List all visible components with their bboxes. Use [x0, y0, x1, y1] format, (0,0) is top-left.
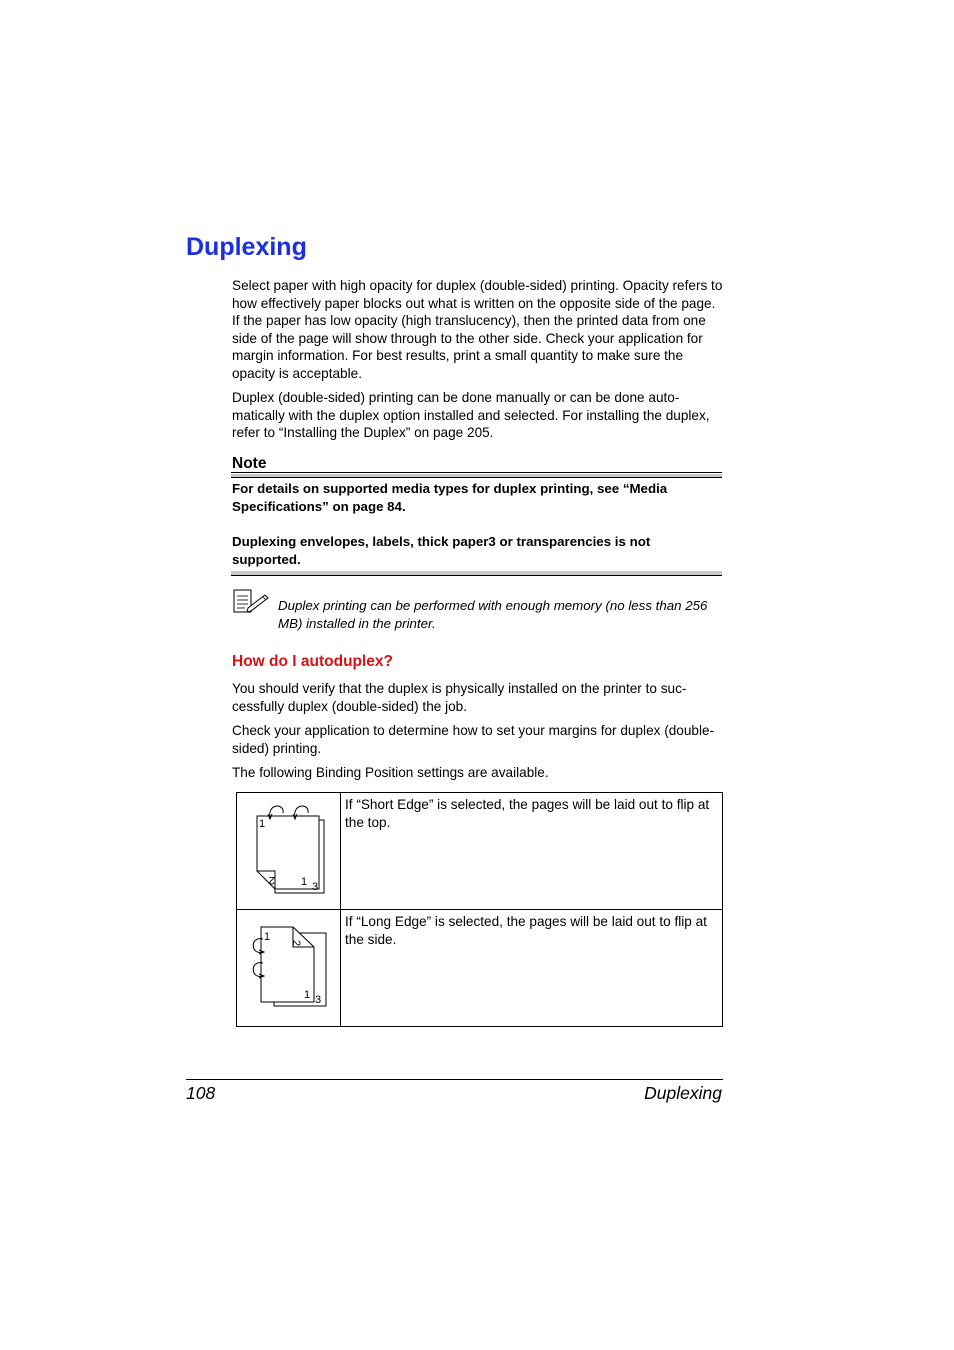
- table-row: [237, 910, 723, 1027]
- section-paragraph-2: Check your application to determine how to set your margins for duplex (double-sided) printing.: [232, 723, 715, 756]
- section-heading: How do I autoduplex?: [232, 653, 394, 670]
- long-edge-binding-icon: [237, 910, 340, 1021]
- note-paragraph-1: For details on supported media types for duplex printing, see “Media Specifications” on page 84.: [232, 481, 668, 514]
- section-paragraph-1: You should verify that the duplex is physically installed on the printer to suc-cessfully duplex (double-sided) the job.: [232, 681, 687, 714]
- memo-text: Duplex printing can be performed with enough memory (no less than 256 MB) installed in the printer.: [278, 598, 708, 631]
- page-label: 1: [301, 876, 308, 888]
- page-number: 108: [186, 1083, 216, 1103]
- intro-paragraph-2: Duplex (double-sided) printing can be done manually or can be done auto-matically with the duplex option installed and selected. For installing the duplex, refer to “Installing the Duplex” on page 205.: [232, 390, 710, 441]
- page-label: 1: [264, 931, 271, 943]
- page-label: 2: [290, 940, 302, 947]
- note-top-rule: [231, 472, 722, 473]
- note-heading: Note: [232, 455, 267, 472]
- table-figure-cell: [237, 793, 341, 910]
- table-figure-cell: [237, 910, 341, 1027]
- note-bottom-rule: [231, 575, 722, 576]
- page-label: 2: [268, 874, 275, 886]
- footer-rule: [186, 1079, 723, 1080]
- page-label: 1: [304, 989, 311, 1001]
- footer-section-title: Duplexing: [644, 1083, 722, 1103]
- note-top-rule-2: [231, 477, 722, 478]
- short-edge-binding-icon: [237, 793, 340, 904]
- page-title: Duplexing: [186, 233, 307, 261]
- short-edge-description: If “Short Edge” is selected, the pages will be laid out to flip at the top.: [341, 793, 723, 910]
- page-label: 1: [259, 818, 266, 830]
- long-edge-description: If “Long Edge” is selected, the pages will be laid out to flip at the side.: [341, 910, 723, 1027]
- intro-paragraph-1: Select paper with high opacity for duplex (double-sided) printing. Opacity refers to how effectively paper blocks out what is written on the opposite side of the page. If the paper has low opacity (high translucency), then the printed data from one side of the page will show through to the other side. Check your application for margin information. For best results, print a small quantity to make sure the opacity is acceptable.: [232, 278, 723, 381]
- note-paragraph-2: Duplexing envelopes, labels, thick paper3 or transparencies is not supported.: [232, 534, 651, 567]
- page-label: 3: [315, 994, 322, 1006]
- section-paragraph-3: The following Binding Position settings are available.: [232, 765, 549, 780]
- note-pencil-icon: [233, 589, 271, 615]
- table-row: [237, 793, 723, 910]
- page-label: 3: [312, 881, 319, 893]
- binding-position-table: [236, 792, 723, 1027]
